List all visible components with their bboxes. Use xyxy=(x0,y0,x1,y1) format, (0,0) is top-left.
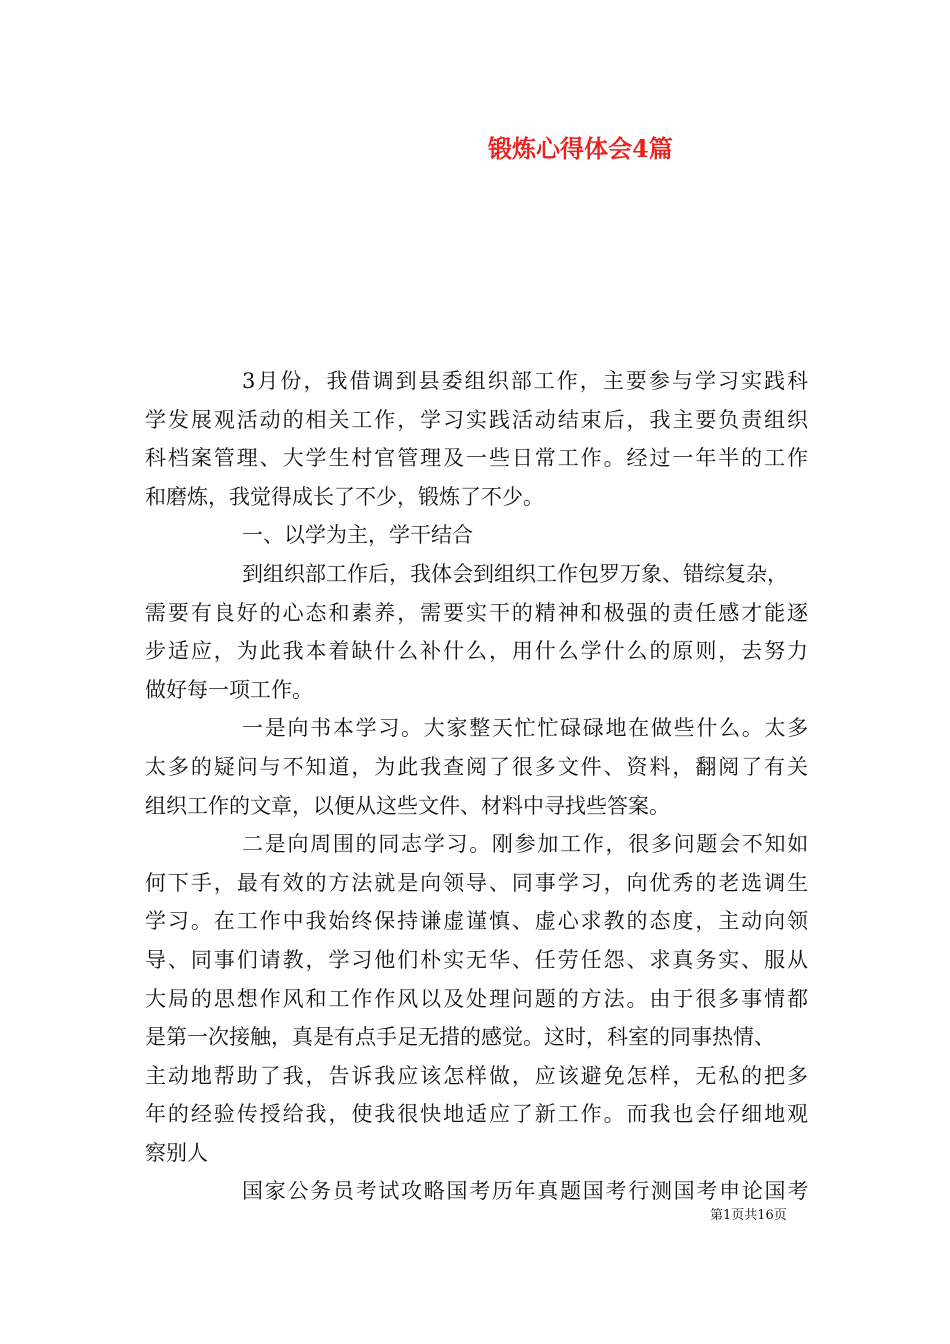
document-title: 锻炼心得体会4篇 xyxy=(488,134,673,163)
text-line: 一是向书本学习。大家整天忙忙碌碌地在做些什么。太多 xyxy=(242,716,810,741)
text-line: 学发展观活动的相关工作，学习实践活动结束后，我主要负责组织 xyxy=(145,407,810,432)
text-line: 组织工作的文章，以便从这些文件、材料中寻找些答案。 xyxy=(145,793,670,818)
text-line: 大局的思想作风和工作作风以及处理问题的方法。由于很多事情都 xyxy=(145,986,810,1011)
text-line: 到组织部工作后，我体会到组织工作包罗万象、错综复杂， xyxy=(242,561,788,586)
text-line: 年的经验传授给我，使我很快地适应了新工作。而我也会仔细地观 xyxy=(145,1102,810,1127)
text-line: 步适应，为此我本着缺什么补什么，用什么学什么的原则，去努力 xyxy=(145,639,810,664)
text-line: 太多的疑问与不知道，为此我查阅了很多文件、资料，翻阅了有关 xyxy=(145,754,810,779)
page-number-footer: 第1页共16页 xyxy=(710,1208,787,1223)
section-heading: 一、以学为主，学干结合 xyxy=(242,523,473,548)
text-line: 主动地帮助了我，告诉我应该怎样做，应该避免怎样，无私的把多 xyxy=(145,1063,810,1088)
text-line: 3月份，我借调到县委组织部工作，主要参与学习实践科 xyxy=(242,369,811,393)
text-line: 是第一次接触，真是有点手足无措的感觉。这时，科室的同事热情、 xyxy=(145,1025,775,1050)
text-line: 需要有良好的心态和素养，需要实干的精神和极强的责任感才能逐 xyxy=(145,600,810,625)
text-line: 做好每一项工作。 xyxy=(145,677,313,702)
text-line: 察别人 xyxy=(145,1140,208,1165)
text-line: 科档案管理、大学生村官管理及一些日常工作。经过一年半的工作 xyxy=(145,446,810,471)
text-line: 何下手，最有效的方法就是向领导、同事学习，向优秀的老选调生 xyxy=(145,870,810,895)
text-line: 导、同事们请教，学习他们朴实无华、任劳任怨、求真务实、服从 xyxy=(145,947,810,972)
text-line: 学习。在工作中我始终保持谦虚谨慎、虚心求教的态度，主动向领 xyxy=(145,909,810,934)
text-line: 二是向周围的同志学习。刚参加工作，很多问题会不知如 xyxy=(242,832,810,857)
text-line: 和磨炼，我觉得成长了不少，锻炼了不少。 xyxy=(145,484,544,509)
text-line: 国家公务员考试攻略国考历年真题国考行测国考申论国考 xyxy=(242,1179,810,1204)
document-body xyxy=(145,362,810,1211)
